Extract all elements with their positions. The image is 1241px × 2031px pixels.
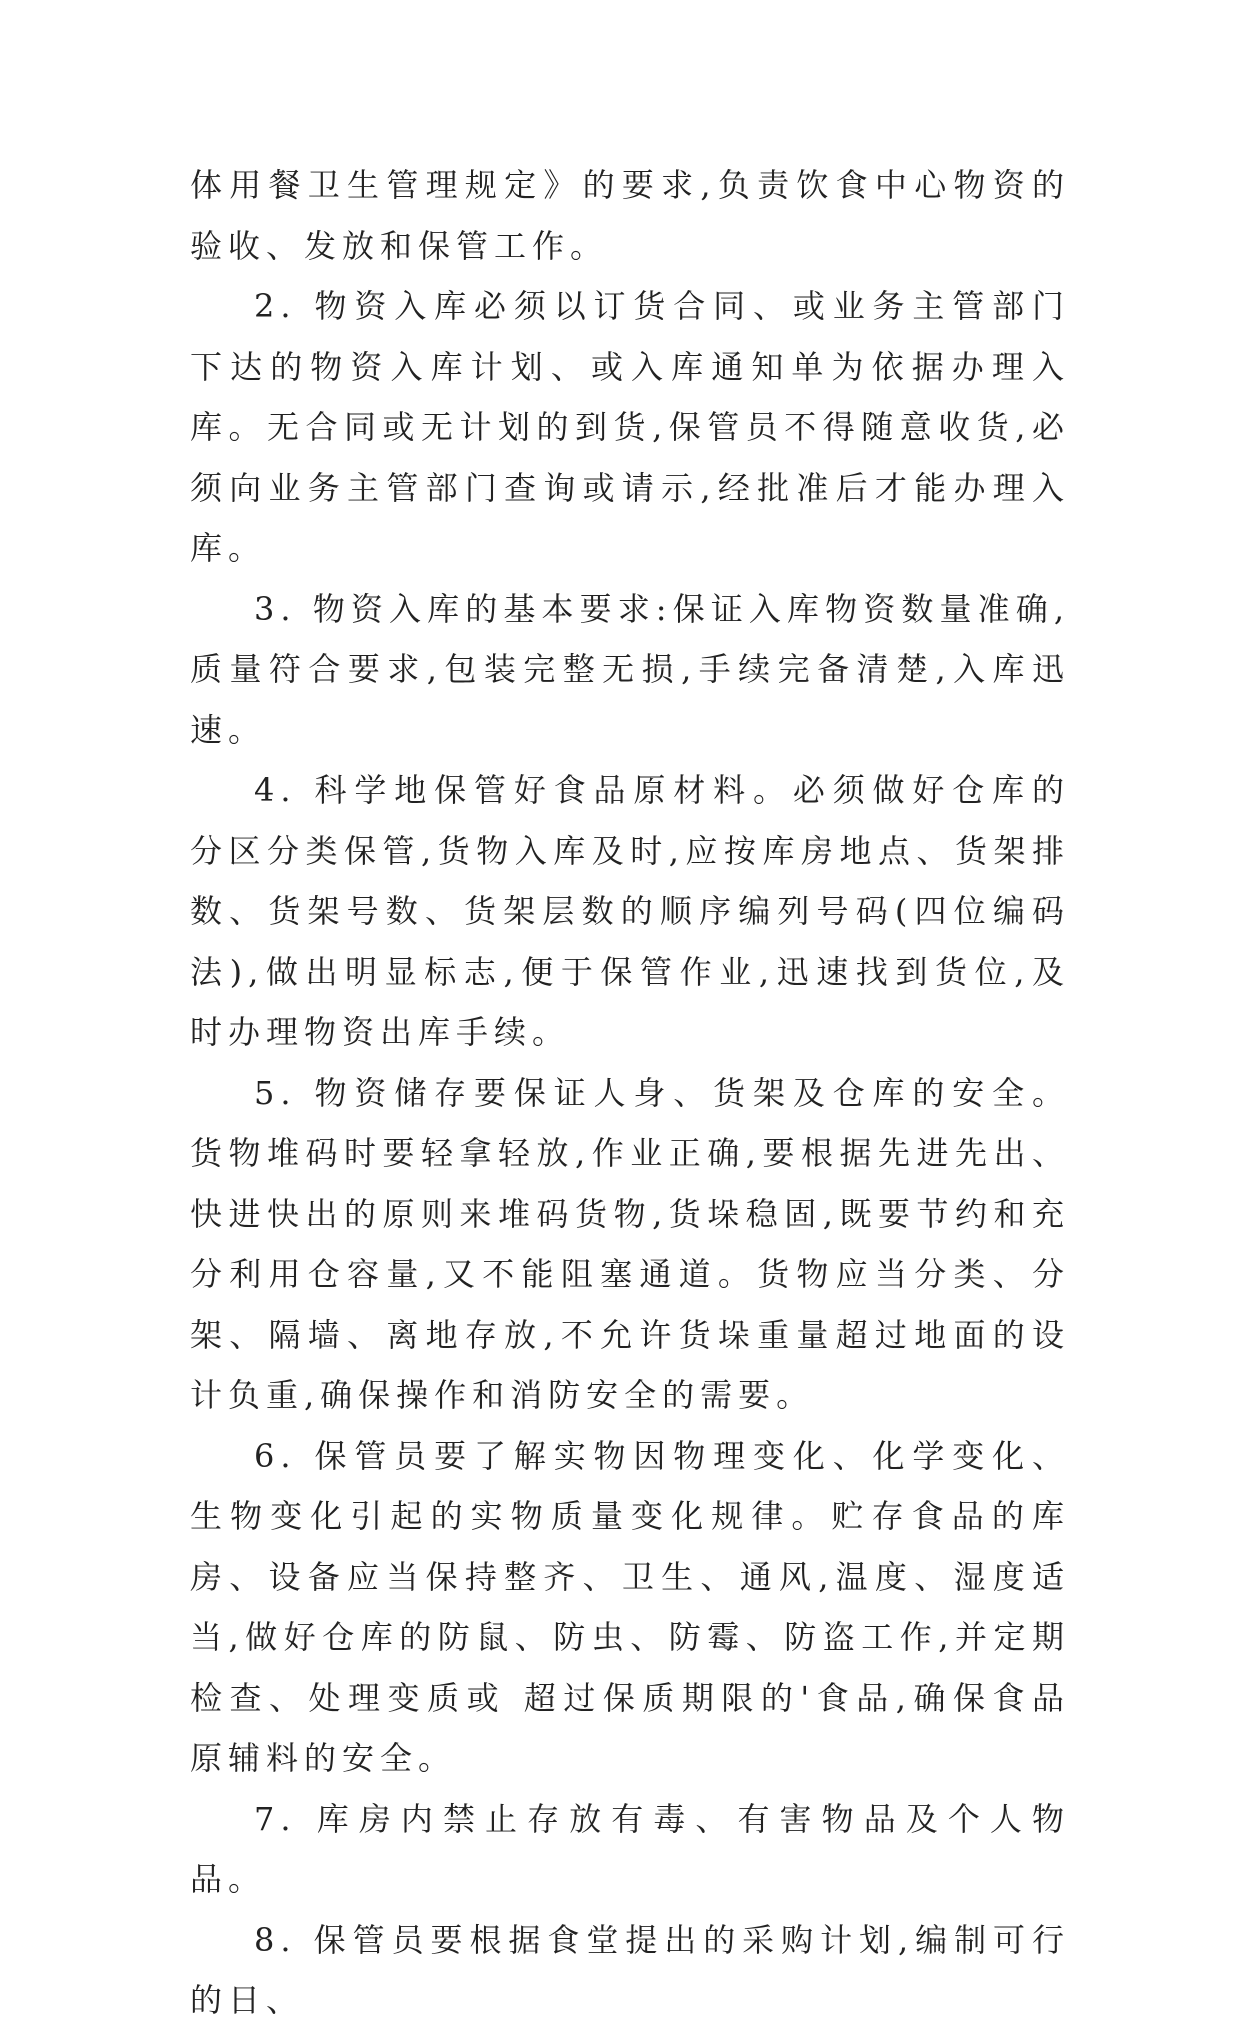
document-body: [190, 155, 1070, 2031]
paragraph-item-2: 2. 物资入库必须以订货合同、或业务主管部门下达的物资入库计划、或入库通知单为依据办理入库。无合同或无计划的到货,保管员不得随意收货,必须向业务主管部门查询或请示,经批准后才能办理入库。: [190, 287, 1070, 567]
paragraph-item-3: 3. 物资入库的基本要求:保证入库物资数量准确,质量符合要求,包装完整无损,手续完备清楚,入库迅速。: [190, 589, 1070, 749]
paragraph-item-7: 7. 库房内禁止存放有毒、有害物品及个人物品。: [190, 1799, 1070, 1898]
paragraph-item-6: 6. 保管员要了解实物因物理变化、化学变化、生物变化引起的实物质量变化规律。贮存食品的库房、设备应当保持整齐、卫生、通风,温度、湿度适当,做好仓库的防鼠、防虫、防霉、防盗工作,并定期检查、处理变质或 超过保质期限的'食品,确保食品原辅料的安全。: [190, 1436, 1070, 1777]
paragraph-item-5: 5. 物资储存要保证人身、货架及仓库的安全。货物堆码时要轻拿轻放,作业正确,要根据先进先出、快进快出的原则来堆码货物,货垛稳固,既要节约和充分利用仓容量,又不能阻塞通道。货物应当分类、分架、隔墙、离地存放,不允许货垛重量超过地面的设计负重,确保操作和消防安全的需要。: [190, 1073, 1070, 1414]
paragraph-item-4: 4. 科学地保管好食品原材料。必须做好仓库的分区分类保管,货物入库及时,应按库房地点、货架排数、货架号数、货架层数的顺序编列号码(四位编码法),做出明显标志,便于保管作业,迅速找到货位,及时办理物资出库手续。: [190, 771, 1070, 1051]
paragraph-item-8: 8. 保管员要根据食堂提出的采购计划,编制可行的日、: [190, 1920, 1070, 2019]
paragraph-continuation: 体用餐卫生管理规定》的要求,负责饮食中心物资的验收、发放和保管工作。: [190, 166, 1070, 265]
